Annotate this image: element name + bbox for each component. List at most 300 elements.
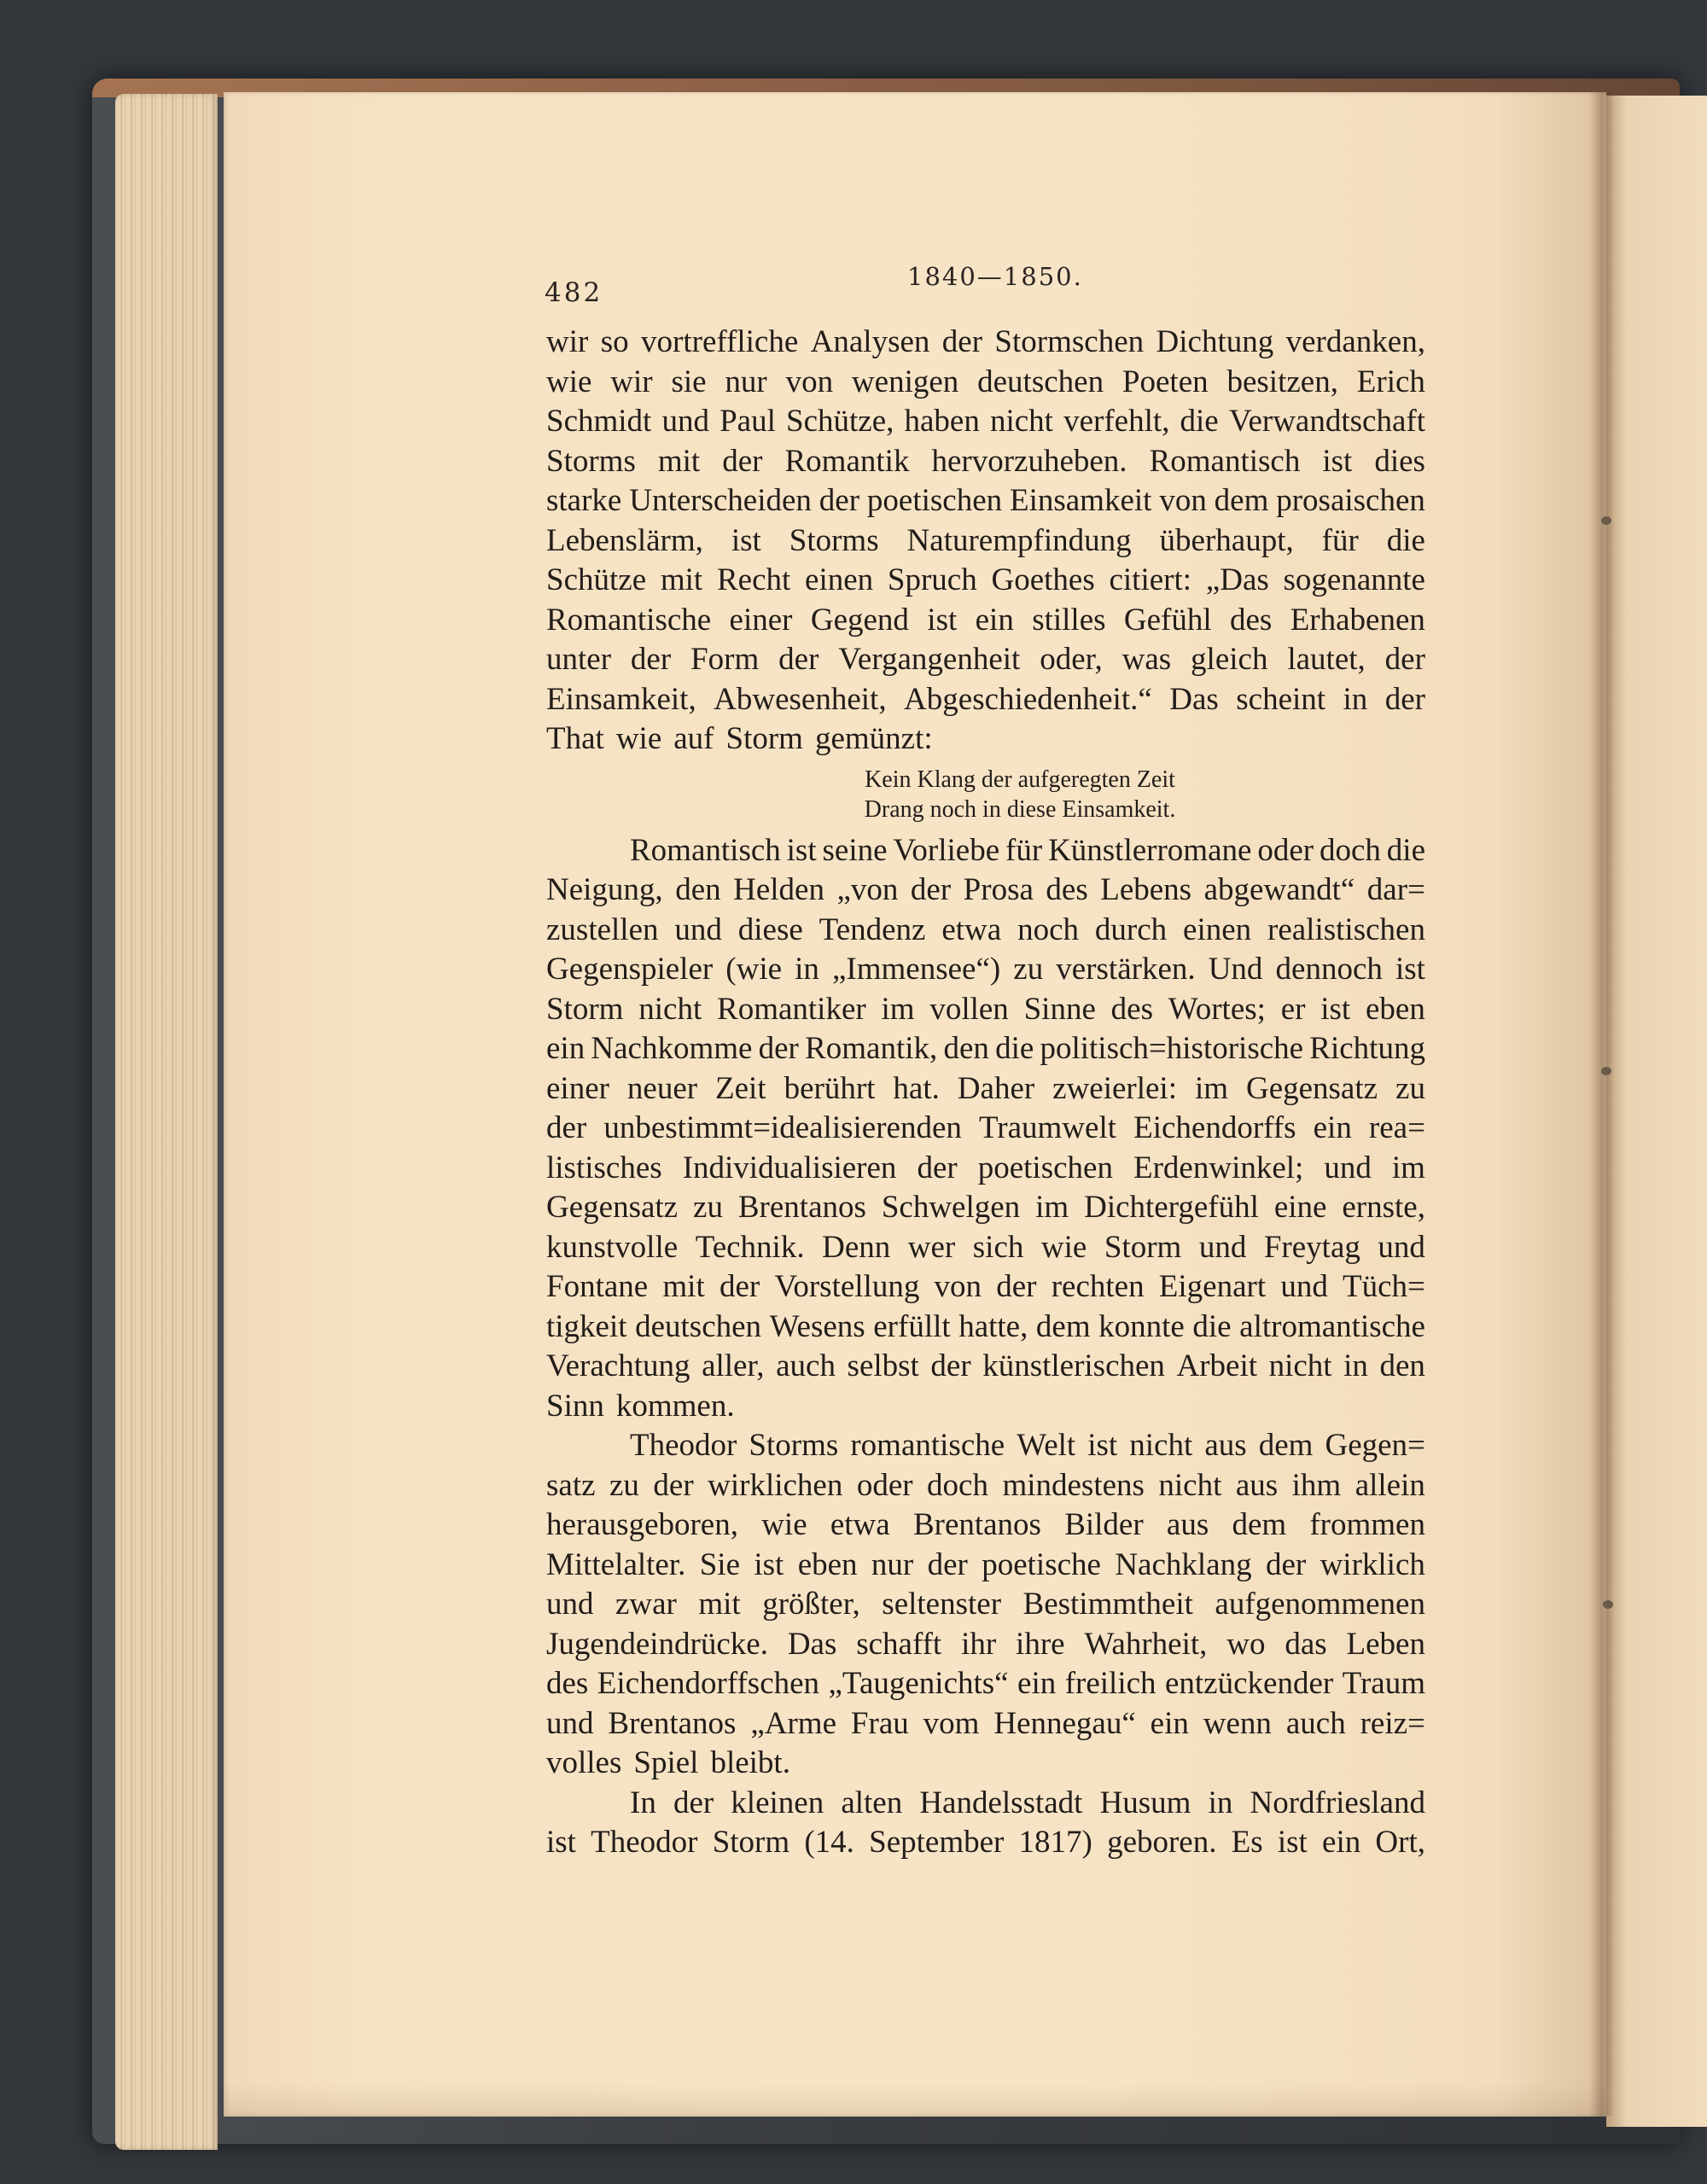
word: Jugendeindrücke.: [546, 1626, 768, 1662]
word: Und: [1208, 952, 1263, 987]
word: allein: [1355, 1467, 1425, 1503]
word: geboren.: [1107, 1825, 1217, 1860]
word: Brentanos: [737, 1190, 866, 1225]
word: Abgeschiedenheit.“: [904, 681, 1152, 717]
word: ist: [546, 1825, 576, 1860]
word: Lebenslärm,: [546, 522, 703, 558]
word: von: [1159, 483, 1207, 518]
text-line: [546, 521, 1425, 562]
word: Daher: [957, 1070, 1035, 1106]
word: nicht: [638, 991, 702, 1027]
verse-quote: [546, 765, 1425, 824]
word: freilich: [1064, 1666, 1156, 1701]
word: Mittelalter.: [546, 1546, 686, 1582]
word: und: [546, 1705, 594, 1741]
text-line: [546, 831, 1425, 871]
word: abgewandt“: [1203, 872, 1355, 907]
word: Recht: [716, 562, 791, 597]
text-line: [546, 363, 1425, 403]
word: Sinn: [546, 1388, 604, 1424]
word: nur: [725, 364, 767, 399]
page-shadow: [224, 2082, 1606, 2117]
word: was: [1121, 642, 1172, 677]
word: Theodor: [591, 1825, 698, 1860]
word: September: [869, 1825, 1005, 1860]
word: volles: [546, 1745, 622, 1780]
word: sogenannte: [1283, 562, 1425, 597]
word: Leben: [1346, 1626, 1425, 1662]
word: einer: [546, 1070, 609, 1106]
text-line: [546, 990, 1425, 1030]
word: dem: [1258, 1428, 1314, 1463]
word: in: [1343, 681, 1368, 717]
word: mit: [698, 1587, 741, 1622]
word: der: [996, 1269, 1037, 1304]
word: im: [881, 991, 915, 1027]
word: etwa: [830, 1507, 890, 1542]
word: im: [1391, 1150, 1425, 1185]
word: bleibt.: [710, 1745, 790, 1780]
text-line: [546, 323, 1425, 363]
word: aufgenommenen: [1215, 1587, 1425, 1622]
word: listisches: [546, 1150, 662, 1185]
word: im: [1035, 1190, 1069, 1225]
word: citiert:: [1109, 562, 1192, 597]
word: Erdenwinkel;: [1133, 1150, 1304, 1185]
word: Künstlerromane: [1048, 832, 1252, 868]
word: eben: [797, 1546, 858, 1582]
word: haben: [904, 404, 980, 439]
word: ist: [1087, 1428, 1118, 1463]
word: Tüch=: [1343, 1269, 1425, 1304]
word: Schütze,: [786, 404, 894, 439]
word: Storms: [789, 522, 879, 558]
word: ist: [1320, 991, 1351, 1027]
word: Unterscheiden: [629, 483, 812, 518]
word: und: [1324, 1150, 1372, 1185]
word: Vergangenheit: [838, 642, 1021, 677]
word: ein: [1313, 1110, 1352, 1145]
text-line: [546, 481, 1425, 521]
word: satz: [546, 1467, 596, 1503]
word: im: [1194, 1070, 1229, 1106]
word: herausgeboren,: [546, 1507, 738, 1542]
word: berührt: [784, 1070, 876, 1106]
word: ist: [927, 602, 958, 638]
word: Ort,: [1375, 1825, 1425, 1860]
word: ihr: [961, 1626, 997, 1662]
word: wie: [1040, 1229, 1087, 1265]
word: poetischen: [977, 1150, 1113, 1185]
word: aus: [1235, 1467, 1279, 1503]
word: Schwelgen: [881, 1190, 1021, 1225]
word: (14.: [804, 1825, 854, 1860]
word: einer: [729, 602, 793, 638]
word: hatte,: [958, 1308, 1028, 1344]
word: der: [758, 1031, 799, 1066]
word: verstärken.: [1056, 952, 1196, 987]
word: noch: [1017, 911, 1080, 947]
word: des: [1110, 991, 1153, 1027]
word: Romantiker: [717, 991, 866, 1027]
word: einen: [805, 562, 874, 597]
word: Storm: [546, 991, 624, 1027]
word: zu: [1395, 1070, 1425, 1106]
word: auf: [673, 721, 714, 756]
word: dem: [1214, 483, 1269, 518]
page-mark: [1601, 516, 1611, 525]
word: „Arme: [750, 1705, 837, 1741]
word: Erich: [1356, 364, 1425, 399]
word: selbst: [847, 1348, 919, 1383]
word: Gefühl: [1123, 602, 1212, 638]
word: und: [661, 404, 709, 439]
word: Traum: [1342, 1666, 1425, 1701]
word: Form: [690, 642, 760, 677]
word: wie: [546, 364, 592, 399]
word: Goethes: [991, 562, 1095, 597]
word: dennoch: [1275, 952, 1383, 987]
word: doch: [1319, 832, 1381, 868]
word: Helden: [733, 872, 824, 907]
word: Storms: [546, 443, 636, 479]
word: kleinen: [731, 1785, 824, 1820]
word: Einsamkeit: [1009, 483, 1152, 518]
word: Husum: [1099, 1785, 1191, 1820]
word: in: [1343, 1348, 1368, 1383]
running-head: [545, 260, 1424, 312]
word: zu: [1013, 952, 1044, 987]
word: und: [546, 1587, 594, 1622]
word: dem: [1232, 1507, 1287, 1542]
text-line: [546, 1347, 1425, 1387]
word: wirklichen: [708, 1467, 843, 1503]
text-line: [546, 1228, 1425, 1268]
word: unter: [546, 642, 612, 677]
word: durch: [1094, 911, 1168, 947]
page-gutter: [1589, 92, 1615, 2117]
word: oder: [1257, 832, 1314, 868]
word: Das: [787, 1626, 837, 1662]
word: Neigung,: [546, 872, 663, 907]
word: romantische: [850, 1428, 1005, 1463]
word: Schütze: [546, 562, 647, 597]
word: Eichendorffs: [1133, 1110, 1296, 1145]
word: mit: [657, 443, 701, 479]
word: ist: [754, 1546, 784, 1582]
word: Romantisch: [630, 832, 781, 868]
text-line: [546, 1188, 1425, 1228]
word: ist: [786, 832, 817, 868]
text-line: [546, 950, 1425, 990]
word: des: [1046, 872, 1088, 907]
word: Einsamkeit,: [546, 681, 696, 717]
word: Tendenz: [819, 911, 926, 947]
text-line: [546, 1585, 1425, 1625]
text-line: [546, 1466, 1425, 1506]
word: Nordfriesland: [1250, 1785, 1425, 1820]
word: der: [546, 1110, 587, 1145]
word: unbestimmt=idealisierenden: [603, 1110, 962, 1145]
word: wirklich: [1320, 1546, 1425, 1582]
word: und: [1198, 1229, 1247, 1265]
word: Theodor: [630, 1428, 737, 1463]
text-line: [546, 1744, 1425, 1784]
word: Sie: [699, 1546, 741, 1582]
word: der: [910, 872, 952, 907]
word: Bilder: [1064, 1507, 1144, 1542]
text-line: [546, 402, 1425, 442]
text-line: [546, 442, 1425, 482]
word: starke: [546, 483, 622, 518]
text-line: [546, 640, 1425, 680]
text-line: [546, 1625, 1425, 1665]
word: doch: [927, 1467, 988, 1503]
word: der: [719, 1269, 760, 1304]
word: Abwesenheit,: [714, 681, 887, 717]
text-line: [546, 1823, 1425, 1863]
word: nicht: [1158, 1467, 1222, 1503]
word: vom: [923, 1705, 980, 1741]
word: ist: [731, 522, 761, 558]
word: für: [1321, 522, 1359, 558]
word: deutschen: [635, 1308, 762, 1344]
word: sich: [972, 1229, 1024, 1265]
word: Dichtung: [1156, 324, 1274, 359]
text-line: [546, 680, 1425, 720]
word: Denn: [822, 1229, 891, 1265]
word: Gegenspieler: [546, 952, 714, 987]
word: mindestens: [1002, 1467, 1145, 1503]
word: sie: [671, 364, 707, 399]
word: vollen: [929, 991, 1009, 1027]
word: der: [1384, 681, 1425, 717]
word: der: [941, 324, 983, 359]
word: Nachkomme: [591, 1031, 753, 1066]
word: Romantik: [784, 443, 910, 479]
word: „Immensee“): [831, 952, 1001, 987]
word: hervorzuheben.: [931, 443, 1127, 479]
word: zu: [693, 1190, 723, 1225]
word: Brentanos: [912, 1507, 1041, 1542]
word: der: [917, 1150, 958, 1185]
word: altromantische: [1239, 1308, 1425, 1344]
word: zwar: [615, 1587, 677, 1622]
word: verdanken,: [1285, 324, 1425, 359]
text-line: [546, 561, 1425, 601]
text-line: [546, 1506, 1425, 1546]
word: deutschen: [977, 364, 1104, 399]
word: der: [630, 642, 672, 677]
word: Paul: [720, 404, 776, 439]
word: der: [927, 1546, 968, 1582]
word: Stormschen: [994, 324, 1145, 359]
word: ernste,: [1342, 1190, 1425, 1225]
word: (wie: [725, 952, 783, 987]
word: zustellen: [546, 911, 659, 947]
text-line: [546, 1546, 1425, 1586]
word: poetische: [982, 1546, 1101, 1582]
word: seltenster: [882, 1587, 1002, 1622]
word: gemünzt:: [814, 721, 933, 756]
verse-line: Kein Klang der aufgeregten Zeit: [865, 766, 1175, 793]
word: 1817): [1018, 1825, 1092, 1860]
text-line: [546, 1664, 1425, 1704]
word: nicht: [1268, 1348, 1332, 1383]
word: von: [785, 364, 834, 399]
word: kunstvolle: [546, 1229, 679, 1265]
word: wir: [610, 364, 653, 399]
word: „Das: [1205, 562, 1269, 597]
word: ihm: [1291, 1467, 1342, 1503]
word: die: [1192, 1308, 1232, 1344]
word: rechten: [1051, 1269, 1145, 1304]
word: politisch=historische: [1040, 1031, 1304, 1066]
word: zu: [609, 1467, 639, 1503]
word: wie: [615, 721, 662, 756]
word: mit: [662, 1269, 705, 1304]
word: Analysen: [810, 324, 930, 359]
word: des: [546, 1666, 589, 1701]
word: Technik.: [695, 1229, 805, 1265]
word: Storm: [712, 1825, 790, 1860]
word: das: [1285, 1626, 1327, 1662]
word: dar=: [1366, 872, 1425, 907]
word: In: [630, 1785, 656, 1820]
word: größter,: [762, 1587, 860, 1622]
word: tigkeit: [546, 1308, 627, 1344]
word: der: [653, 1467, 694, 1503]
word: aus: [1204, 1428, 1247, 1463]
word: die: [1386, 832, 1425, 868]
page-mark: [1601, 1067, 1611, 1075]
word: wir: [546, 324, 589, 359]
word: ihre: [1016, 1626, 1065, 1662]
word: Bestimmtheit: [1022, 1587, 1193, 1622]
text-line: [546, 1307, 1425, 1348]
word: auch: [776, 1348, 836, 1383]
word: Romantisch: [1149, 443, 1301, 479]
word: lautet,: [1287, 642, 1366, 677]
word: ist: [1322, 443, 1353, 479]
word: erfüllt: [873, 1308, 951, 1344]
word: aus: [1166, 1507, 1209, 1542]
word: der: [1384, 642, 1425, 677]
word: Erhabenen: [1290, 602, 1425, 638]
word: eben: [1366, 991, 1425, 1027]
word: diese: [737, 911, 803, 947]
word: wenigen: [851, 364, 959, 399]
word: Zeit: [715, 1070, 766, 1106]
word: aller,: [702, 1348, 765, 1383]
word: „von: [836, 872, 899, 907]
word: Gegend: [810, 602, 909, 638]
word: die: [1180, 404, 1219, 439]
word: Sinne: [1023, 991, 1096, 1027]
word: den: [943, 1031, 989, 1066]
word: Richtung: [1309, 1031, 1425, 1066]
word: für: [1005, 832, 1043, 868]
page-number: 482: [545, 277, 603, 308]
word: besitzen,: [1226, 364, 1338, 399]
word: einen: [1183, 911, 1252, 947]
word: dies: [1374, 443, 1425, 479]
word: Frau: [850, 1705, 909, 1741]
word: frommen: [1309, 1507, 1425, 1542]
word: seine: [822, 832, 888, 868]
word: wo: [1226, 1626, 1266, 1662]
word: nur: [871, 1546, 914, 1582]
word: Wahrheit,: [1084, 1626, 1208, 1662]
word: und: [1378, 1229, 1425, 1265]
word: Wortes;: [1168, 991, 1266, 1027]
text-line: [546, 1267, 1425, 1307]
word: Storm: [725, 721, 803, 756]
word: Eigenart: [1158, 1269, 1267, 1304]
verse-line: Drang noch in diese Einsamkeit.: [864, 795, 1176, 823]
text-line: [546, 1387, 1425, 1427]
word: Fontane: [546, 1269, 649, 1304]
word: Vorliebe: [893, 832, 1000, 868]
word: Wesens: [769, 1308, 865, 1344]
word: Traumwelt: [978, 1110, 1117, 1145]
word: scheint: [1236, 681, 1326, 717]
word: ein: [1150, 1705, 1189, 1741]
text-line: [546, 1149, 1425, 1189]
word: die: [995, 1031, 1034, 1066]
word: Individualisieren: [682, 1150, 897, 1185]
word: ein: [1322, 1825, 1361, 1860]
word: realistischen: [1267, 911, 1425, 947]
word: Dichtergefühl: [1084, 1190, 1259, 1225]
word: Verachtung: [546, 1348, 690, 1383]
text-line: [546, 1109, 1425, 1149]
word: von: [934, 1269, 982, 1304]
word: Welt: [1017, 1428, 1076, 1463]
word: prosaischen: [1276, 483, 1425, 518]
word: ist: [1395, 952, 1425, 987]
word: überhaupt,: [1159, 522, 1294, 558]
word: stilles: [1032, 602, 1106, 638]
word: und: [674, 911, 722, 947]
word: rea=: [1368, 1110, 1425, 1145]
word: Schmidt: [546, 404, 652, 439]
text-line: [546, 871, 1425, 911]
word: gleich: [1191, 642, 1268, 677]
word: ein: [975, 602, 1014, 638]
word: Gegensatz: [1245, 1070, 1378, 1106]
word: der: [930, 1348, 971, 1383]
word: er: [1280, 991, 1306, 1027]
word: entzückender: [1164, 1666, 1334, 1701]
word: mit: [660, 562, 703, 597]
word: in: [1208, 1785, 1233, 1820]
word: Spiel: [633, 1745, 699, 1780]
text-line: [546, 1784, 1425, 1824]
word: reiz=: [1360, 1705, 1425, 1741]
word: und: [1280, 1269, 1328, 1304]
word: poetischen: [866, 483, 1003, 518]
word: Vorstellung: [774, 1269, 920, 1304]
word: oder: [856, 1467, 913, 1503]
word: den: [1379, 1348, 1425, 1383]
word: ein: [546, 1031, 586, 1066]
word: schafft: [856, 1626, 942, 1662]
word: Freytag: [1263, 1229, 1360, 1265]
word: oder,: [1040, 642, 1103, 677]
word: der: [1265, 1546, 1307, 1582]
word: nicht: [1129, 1428, 1193, 1463]
